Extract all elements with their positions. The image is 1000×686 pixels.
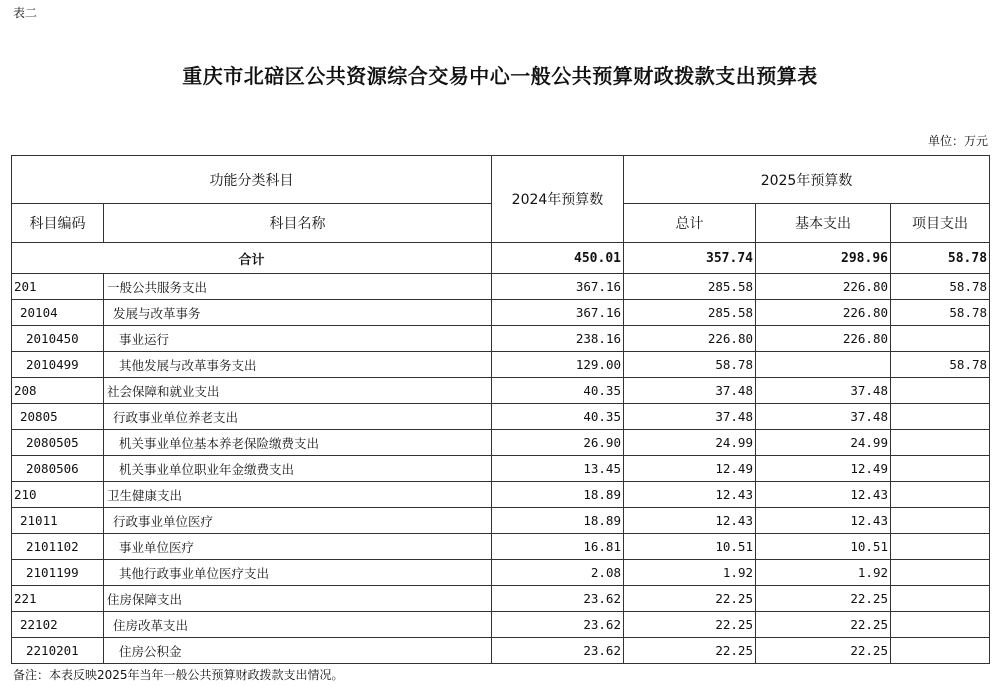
- row-basic: 12.43: [756, 508, 891, 534]
- table-row: [12, 508, 990, 534]
- row-budget-2024: 367.16: [492, 300, 624, 326]
- row-code: 2080506: [12, 456, 104, 482]
- row-name: 社会保障和就业支出: [104, 378, 492, 404]
- total-basic: 298.96: [756, 243, 891, 274]
- row-basic: 226.80: [756, 326, 891, 352]
- row-basic: 22.25: [756, 612, 891, 638]
- row-code: 201: [12, 274, 104, 300]
- row-code: 2101199: [12, 560, 104, 586]
- row-total: 58.78: [624, 352, 756, 378]
- row-code: 20805: [12, 404, 104, 430]
- row-name: 事业单位医疗: [104, 534, 492, 560]
- table-row: [12, 586, 990, 612]
- table-row: [12, 430, 990, 456]
- budget-table: [11, 155, 990, 664]
- row-basic: 226.80: [756, 274, 891, 300]
- row-budget-2024: 2.08: [492, 560, 624, 586]
- row-project: [891, 638, 990, 664]
- row-budget-2024: 367.16: [492, 274, 624, 300]
- row-budget-2024: 18.89: [492, 508, 624, 534]
- row-code: 2101102: [12, 534, 104, 560]
- header-budget-2024: 2024年预算数: [492, 156, 624, 243]
- row-code: 2010450: [12, 326, 104, 352]
- row-basic: 1.92: [756, 560, 891, 586]
- row-code: 20104: [12, 300, 104, 326]
- row-basic: 12.43: [756, 482, 891, 508]
- total-row: [12, 243, 990, 274]
- row-total: 1.92: [624, 560, 756, 586]
- row-total: 12.49: [624, 456, 756, 482]
- header-basic: 基本支出: [756, 204, 891, 243]
- table-row: [12, 482, 990, 508]
- row-budget-2024: 18.89: [492, 482, 624, 508]
- table-tag: 表二: [13, 6, 38, 20]
- row-project: [891, 430, 990, 456]
- row-code: 2080505: [12, 430, 104, 456]
- row-project: 58.78: [891, 300, 990, 326]
- row-total: 22.25: [624, 612, 756, 638]
- row-code: 208: [12, 378, 104, 404]
- row-name: 行政事业单位医疗: [104, 508, 492, 534]
- table-row: [12, 456, 990, 482]
- row-project: 58.78: [891, 352, 990, 378]
- row-basic: 10.51: [756, 534, 891, 560]
- unit-label: 单位：万元: [927, 134, 988, 148]
- page-title: 重庆市北碚区公共资源综合交易中心一般公共预算财政拨款支出预算表: [182, 64, 818, 88]
- row-total: 24.99: [624, 430, 756, 456]
- row-project: [891, 326, 990, 352]
- table-row: [12, 300, 990, 326]
- row-project: [891, 534, 990, 560]
- row-name: 一般公共服务支出: [104, 274, 492, 300]
- header-name: 科目名称: [104, 204, 492, 243]
- row-total: 285.58: [624, 274, 756, 300]
- table-row: [12, 404, 990, 430]
- table-row: [12, 534, 990, 560]
- header-budget-2025: 2025年预算数: [624, 156, 990, 204]
- row-total: 12.43: [624, 508, 756, 534]
- table-row: [12, 326, 990, 352]
- row-budget-2024: 23.62: [492, 612, 624, 638]
- table-row: [12, 612, 990, 638]
- table-row: [12, 352, 990, 378]
- row-project: [891, 482, 990, 508]
- row-name: 机关事业单位基本养老保险缴费支出: [104, 430, 492, 456]
- header-code: 科目编码: [12, 204, 104, 243]
- row-basic: 24.99: [756, 430, 891, 456]
- row-basic: 12.49: [756, 456, 891, 482]
- row-total: 37.48: [624, 404, 756, 430]
- row-name: 住房公积金: [104, 638, 492, 664]
- row-project: [891, 508, 990, 534]
- row-total: 37.48: [624, 378, 756, 404]
- row-basic: [756, 352, 891, 378]
- row-name: 住房改革支出: [104, 612, 492, 638]
- row-code: 21011: [12, 508, 104, 534]
- total-project: 58.78: [891, 243, 990, 274]
- header-project: 项目支出: [891, 204, 990, 243]
- row-basic: 22.25: [756, 586, 891, 612]
- footnote: 备注：本表反映2025年当年一般公共预算财政拨款支出情况。: [13, 668, 344, 682]
- row-total: 12.43: [624, 482, 756, 508]
- row-total: 10.51: [624, 534, 756, 560]
- row-basic: 226.80: [756, 300, 891, 326]
- row-name: 其他行政事业单位医疗支出: [104, 560, 492, 586]
- row-name: 行政事业单位养老支出: [104, 404, 492, 430]
- row-name: 发展与改革事务: [104, 300, 492, 326]
- row-total: 22.25: [624, 638, 756, 664]
- row-total: 226.80: [624, 326, 756, 352]
- row-name: 卫生健康支出: [104, 482, 492, 508]
- total-total: 357.74: [624, 243, 756, 274]
- row-budget-2024: 40.35: [492, 404, 624, 430]
- row-code: 2010499: [12, 352, 104, 378]
- header-total: 总计: [624, 204, 756, 243]
- row-project: [891, 404, 990, 430]
- row-budget-2024: 26.90: [492, 430, 624, 456]
- table-row: [12, 378, 990, 404]
- row-project: [891, 560, 990, 586]
- row-name: 机关事业单位职业年金缴费支出: [104, 456, 492, 482]
- total-budget-2024: 450.01: [492, 243, 624, 274]
- row-basic: 37.48: [756, 378, 891, 404]
- row-project: [891, 456, 990, 482]
- total-label: 合计: [12, 243, 492, 274]
- row-budget-2024: 23.62: [492, 638, 624, 664]
- table-row: [12, 560, 990, 586]
- row-budget-2024: 40.35: [492, 378, 624, 404]
- table-row: [12, 274, 990, 300]
- row-code: 221: [12, 586, 104, 612]
- row-basic: 37.48: [756, 404, 891, 430]
- row-budget-2024: 13.45: [492, 456, 624, 482]
- row-budget-2024: 238.16: [492, 326, 624, 352]
- row-code: 2210201: [12, 638, 104, 664]
- table-row: [12, 638, 990, 664]
- row-project: [891, 378, 990, 404]
- row-code: 210: [12, 482, 104, 508]
- row-basic: 22.25: [756, 638, 891, 664]
- row-name: 其他发展与改革事务支出: [104, 352, 492, 378]
- row-project: [891, 586, 990, 612]
- row-code: 22102: [12, 612, 104, 638]
- header-function-category: 功能分类科目: [12, 156, 492, 204]
- row-budget-2024: 129.00: [492, 352, 624, 378]
- row-total: 22.25: [624, 586, 756, 612]
- row-project: [891, 612, 990, 638]
- row-project: 58.78: [891, 274, 990, 300]
- row-name: 事业运行: [104, 326, 492, 352]
- row-budget-2024: 16.81: [492, 534, 624, 560]
- row-total: 285.58: [624, 300, 756, 326]
- row-name: 住房保障支出: [104, 586, 492, 612]
- row-budget-2024: 23.62: [492, 586, 624, 612]
